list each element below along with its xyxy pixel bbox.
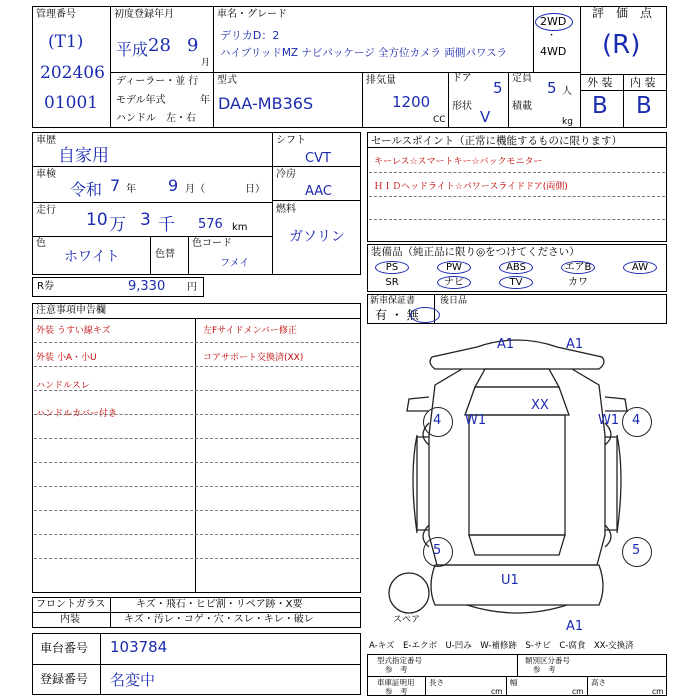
sales-point-label: セールスポイント（正常に機能するものに限ります） (371, 135, 623, 147)
stock-line-1: (T1) (48, 32, 84, 52)
cc-unit: CC (433, 115, 446, 125)
width-label: 幅 (510, 678, 518, 687)
handle-label: ハンドル 左・右 (116, 113, 196, 124)
notes-label: 注意事項申告欄 (36, 305, 106, 316)
mileage-man-unit: 万 (109, 215, 126, 235)
front-glass-value: キズ・飛石・ヒビ割・リペア跡・X要 (136, 599, 303, 610)
capacity-unit: 人 (562, 86, 572, 97)
width-cm: cm (572, 687, 584, 696)
load-label: 積載 (512, 101, 532, 112)
vehicle-cert-label: 車庫証明用 (377, 678, 415, 687)
interior-label: 内 装 (630, 76, 656, 89)
shaken-day-unit: 日） (245, 184, 265, 195)
note-left-1: 外装 うすい線キズ (36, 326, 111, 336)
note-right-2: コアサポート交換済(XX) (203, 353, 304, 363)
car-name: デリカD：2 (220, 29, 280, 42)
chassis-value: 103784 (110, 638, 168, 656)
grade-label: 評 価 点 (592, 6, 653, 20)
front-glass-label: フロントガラス (36, 599, 106, 610)
warranty-circle (410, 307, 440, 323)
height-label: 高さ (591, 678, 606, 687)
repaint-label: 色替 (155, 249, 175, 260)
history-value: 自家用 (58, 146, 109, 166)
history-label: 車歴 (36, 135, 56, 146)
doors-value: 5 (493, 79, 503, 97)
warranty-label: 新車保証書 (370, 296, 416, 306)
equip-ps: PS (385, 262, 399, 273)
height-cm: cm (652, 687, 664, 696)
equip-abs: ABS (506, 262, 526, 273)
equipment-label: 装備品（純正品に限り◎をつけてください） (371, 246, 580, 258)
km-unit: km (232, 222, 248, 233)
abs-circle (499, 261, 533, 274)
damage-xx-roof: XX (531, 398, 549, 413)
mileage-sen: 3 (140, 210, 151, 230)
aw-circle (623, 261, 657, 274)
shift-label: シフト (276, 135, 306, 146)
vehicle-cert-ref: 参 考 (385, 687, 408, 696)
warranty-value: 有 ・ 無 (375, 308, 419, 322)
color-label: 色 (36, 238, 46, 249)
type-designation-ref: 参 考 (385, 665, 408, 674)
stock-line-2: 202406 (40, 63, 105, 83)
registration-value: 名変中 (110, 671, 156, 689)
navi-circle (437, 276, 471, 289)
car-grade: ハイブリッドMZ ナビパッケージ 全方位カメラ 両側パワスラ (220, 47, 508, 59)
drive-2wd: 2WD (540, 15, 567, 28)
equip-aw: AW (631, 262, 649, 273)
stock-label: 管理番号 (36, 9, 76, 20)
type-designation-label: 型式指定番号 (377, 656, 422, 665)
load-unit: kg (562, 117, 573, 127)
mileage-sen-unit: 千 (158, 215, 175, 235)
note-left-4: ハンドルカバー付き (36, 409, 118, 419)
damage-a1-top-right: A1 (566, 337, 584, 352)
sales-line-2: ＨＩＤヘッドライト☆パワースライドドア(両側) (374, 182, 568, 192)
pw-circle (437, 261, 471, 274)
shape-label: 形状 (452, 101, 472, 112)
damage-a1-top-left: A1 (497, 337, 515, 352)
displacement-value: 1200 (392, 93, 431, 111)
fuel-label: 燃料 (276, 204, 296, 215)
left-rear-tire: 5 (433, 543, 442, 558)
model-year-label: モデル年式 (116, 95, 166, 106)
right-front-tire: 4 (632, 413, 641, 428)
damage-u1-rear: U1 (501, 573, 519, 588)
shaken-month: 9 (168, 176, 179, 195)
sales-line-1: キーレス☆スマートキー☆バックモニター (374, 157, 543, 167)
type-label: 型式 (217, 75, 237, 86)
damage-legend: A-キズ E-エクボ U-凹み W-補修跡 S-サビ C-腐食 XX-交換済 (369, 641, 634, 651)
rken-box (32, 277, 204, 297)
interior-cond-label: 内装 (60, 614, 80, 625)
equip-sr: SR (385, 277, 399, 288)
car-name-label: 車名・グレード (217, 9, 287, 20)
doors-label: ドア (452, 73, 472, 84)
equip-leather: カワ (568, 277, 588, 288)
rken-value: 9,330 (128, 279, 166, 294)
capacity-label: 定員 (512, 73, 532, 84)
ps-circle (375, 261, 409, 274)
rken-label: R券 (37, 281, 54, 292)
equip-pw: PW (446, 262, 462, 273)
equip-airbag: エアB (564, 262, 592, 273)
tv-circle (499, 276, 533, 289)
interior-cond-value: キズ・汚レ・コゲ・穴・スレ・キレ・破レ (124, 614, 314, 625)
month-unit: 月 (201, 58, 211, 68)
length-cm: cm (491, 687, 503, 696)
exterior-grade: B (592, 93, 608, 119)
damage-w1-left: W1 (465, 413, 487, 428)
ac-value: AAC (305, 184, 332, 199)
chassis-label: 車台番号 (40, 641, 89, 655)
displacement-label: 排気量 (366, 75, 396, 86)
interior-grade: B (636, 93, 652, 119)
color-value: ホワイト (64, 249, 120, 265)
stock-line-3: 01001 (44, 93, 99, 113)
rear-seat-label: 後日品 (440, 296, 468, 306)
airbag-circle (561, 261, 595, 274)
grade-value: (R) (602, 30, 641, 60)
damage-w1-right: W1 (598, 413, 620, 428)
shift-value: CVT (305, 151, 331, 166)
shaken-year-unit: 年 (126, 184, 136, 195)
mileage-man: 10 (86, 210, 108, 230)
car-diagram (367, 325, 667, 635)
category-code-label: 類別区分番号 (525, 656, 570, 665)
registration-year: 28 (148, 35, 171, 56)
drive-dot: ・ (547, 31, 557, 41)
note-right-1: 左Fサイドメンバー修正 (203, 326, 297, 336)
color-code-value: フメイ (220, 258, 250, 269)
shaken-year: 7 (110, 176, 121, 195)
length-label: 長さ (429, 678, 444, 687)
ac-label: 冷房 (276, 169, 296, 180)
rken-unit: 円 (187, 282, 197, 293)
type-value: DAA-MB36S (218, 94, 314, 113)
shaken-era: 令和 (70, 180, 103, 199)
shaken-label: 車検 (36, 169, 56, 180)
category-code-ref: 参 考 (533, 665, 556, 674)
shaken-month-unit: 月（ (185, 184, 205, 195)
damage-a1-bottom: A1 (566, 619, 584, 634)
color-code-label: 色コード (192, 238, 232, 249)
registration-month: 9 (187, 35, 199, 56)
equip-navi: ナビ (444, 277, 464, 288)
fuel-value: ガソリン (289, 229, 345, 245)
shape-value: V (480, 108, 491, 126)
mileage-label: 走行 (36, 205, 56, 216)
equip-tv: TV (509, 277, 523, 288)
note-left-2: 外装 小A・小U (36, 353, 97, 363)
right-rear-tire: 5 (632, 543, 641, 558)
drive-4wd: 4WD (540, 45, 567, 58)
model-year-unit: 年 (200, 95, 210, 106)
spare-label: スペア (393, 615, 421, 625)
capacity-value: 5 (547, 79, 557, 97)
note-left-3: ハンドルスレ (36, 381, 90, 391)
first-registration-label: 初度登録年月 (114, 9, 174, 20)
registration-era: 平成 (116, 40, 149, 59)
mileage-rest: 576 (198, 217, 223, 232)
registration-label: 登録番号 (40, 672, 89, 686)
left-front-tire: 4 (433, 413, 442, 428)
exterior-label: 外 装 (587, 76, 613, 89)
dealer-label: ディーラー・並 行 (116, 76, 199, 87)
notes-box (32, 303, 361, 593)
